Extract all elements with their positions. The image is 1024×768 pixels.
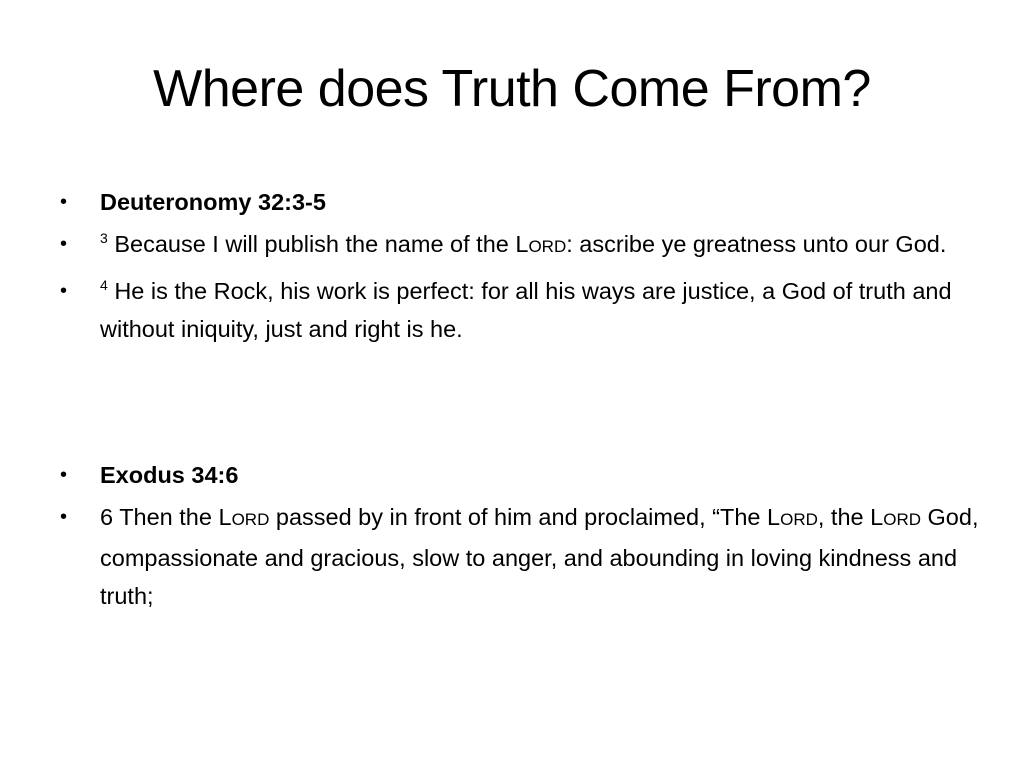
spacer — [60, 348, 980, 426]
small-caps-lord: ORD — [780, 510, 818, 529]
bullet-reference-exodus — [60, 456, 980, 496]
scripture-reference: Deuteronomy 32:3-5 — [100, 189, 326, 215]
bullet-reference-deuteronomy — [60, 183, 980, 223]
bullet-verse-3 — [60, 225, 980, 266]
verse-text: : ascribe ye greatness unto our God. — [566, 231, 947, 257]
bullet-dot-icon: • — [60, 280, 68, 302]
small-caps-lord: ORD — [231, 510, 270, 529]
verse-text: Because I will publish the name of the — [114, 231, 516, 257]
bullet-dot-icon: • — [60, 506, 68, 528]
verse-text: passed by in front of him and proclaimed, “The — [269, 504, 768, 530]
verse-number: 3 — [100, 230, 108, 247]
verse-number: 6 — [100, 504, 114, 530]
verse-text: He is the Rock, his work is perfect: for all his ways are justice, a God of truth and without iniquity, just and right is he. — [100, 278, 952, 342]
verse-text: Then the — [119, 504, 219, 530]
bullet-dot-icon: • — [60, 233, 68, 255]
small-caps-lord: ORD — [528, 237, 567, 256]
small-caps-lord: L — [767, 504, 781, 530]
small-caps-lord: L — [515, 231, 529, 257]
bullet-list — [60, 183, 980, 615]
small-caps-lord: L — [870, 504, 884, 530]
bullet-verse-4 — [60, 272, 980, 348]
small-caps-lord: L — [218, 504, 232, 530]
bullet-verse-6 — [60, 498, 980, 615]
scripture-reference: Exodus 34:6 — [100, 462, 239, 488]
bullet-dot-icon: • — [60, 191, 68, 213]
slide-title: Where does Truth Come From? — [153, 60, 871, 118]
verse-text: God, compassionate and gracious, slow to anger, and abounding in loving kindness and truth; — [100, 504, 979, 609]
small-caps-lord: ORD — [883, 510, 921, 529]
verse-number: 4 — [100, 277, 108, 294]
bullet-dot-icon: • — [60, 464, 68, 486]
verse-text: , the — [817, 504, 871, 530]
